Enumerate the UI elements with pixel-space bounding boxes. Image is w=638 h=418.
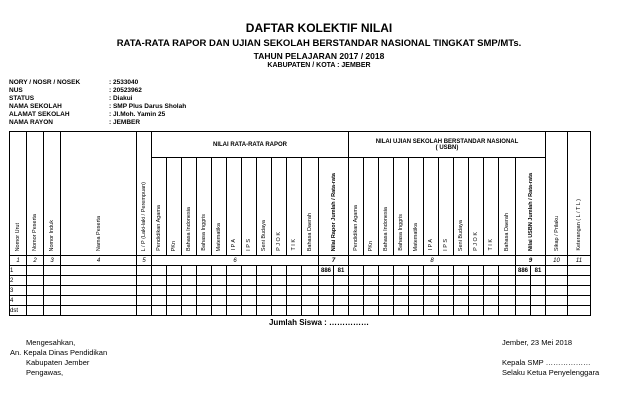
- table-row: [10, 276, 591, 286]
- rapor-score-cell: [152, 286, 167, 296]
- usbn-title: NILAI UJIAN SEKOLAH BERSTANDAR NASIONAL: [375, 138, 519, 145]
- rapor-subject-header: T I K: [287, 158, 302, 256]
- rapor-score-cell: [227, 276, 242, 286]
- table-row: [10, 286, 591, 296]
- grade-table: [9, 131, 591, 316]
- document-subtitle: RATA-RATA RAPOR DAN UJIAN SEKOLAH BERSTANDAR NASIONAL TINGKAT SMP/MTs.: [116, 38, 522, 49]
- empty-cell: [137, 276, 152, 286]
- usbn-score-cell: [454, 286, 469, 296]
- usbn-subject-header: PKn: [364, 158, 379, 256]
- usbn-score-cell: [469, 276, 484, 286]
- column-number: 8: [349, 256, 516, 266]
- rapor-score-cell: [227, 266, 242, 276]
- empty-cell: [44, 306, 61, 316]
- empty-cell: [137, 306, 152, 316]
- usbn-subject-header: I P S: [439, 158, 454, 256]
- col-header-keterangan: Keterangan ( L / T L ): [568, 132, 591, 256]
- rapor-score-cell: [152, 306, 167, 316]
- rapor-score-cell: [182, 296, 197, 306]
- usbn-score-cell: [499, 266, 516, 276]
- usbn-subject-header: P J O K: [469, 158, 484, 256]
- rapor-score-cell: [302, 276, 319, 286]
- usbn-total-header: Nilai USBN Jumlah / Rata-rata: [516, 158, 546, 256]
- rapor-score-cell: [227, 296, 242, 306]
- usbn-score-cell: [349, 296, 364, 306]
- column-number: 5: [137, 256, 152, 266]
- usbn-subject-header: Bahasa Indonesia: [379, 158, 394, 256]
- col-header-nama-peserta: Nama Peserta: [61, 132, 137, 256]
- usbn-score-cell: [439, 266, 454, 276]
- rapor-score-cell: [197, 276, 212, 286]
- rapor-score-cell: [227, 286, 242, 296]
- column-number: 4: [61, 256, 137, 266]
- empty-cell: [27, 276, 44, 286]
- usbn-subject-header: Seni Budaya: [454, 158, 469, 256]
- empty-cell: [44, 286, 61, 296]
- rapor-score-cell: [272, 296, 287, 306]
- col-header-nomor-urut: Nomor Urut: [10, 132, 27, 256]
- usbn-subject-header: T I K: [484, 158, 499, 256]
- rapor-subject-header: Bahasa Indonesia: [182, 158, 197, 256]
- usbn-subject-header: Matematika: [409, 158, 424, 256]
- usbn-score-cell: [469, 296, 484, 306]
- info-row: [9, 103, 186, 111]
- rapor-avg-cell: 81: [334, 266, 349, 276]
- column-number: 6: [152, 256, 319, 266]
- usbn-score-cell: [439, 286, 454, 296]
- usbn-score-cell: [379, 276, 394, 286]
- rapor-score-cell: [302, 306, 319, 316]
- school-year: TAHUN PELAJARAN 2017 / 2018: [253, 51, 385, 61]
- usbn-score-cell: [394, 296, 409, 306]
- rapor-score-cell: [287, 306, 302, 316]
- footer-right-line: Selaku Ketua Penyelenggara: [502, 368, 600, 377]
- empty-cell: [27, 266, 44, 276]
- empty-cell: [137, 296, 152, 306]
- row-number: 1: [10, 266, 27, 276]
- rapor-score-cell: [302, 266, 319, 276]
- col-header-nomor-induk: Nomor Induk: [44, 132, 61, 256]
- rapor-subject-header: I P A: [227, 158, 242, 256]
- footer-left-line: Mengesahkan,: [26, 338, 76, 347]
- rapor-score-cell: [182, 286, 197, 296]
- column-number: 3: [44, 256, 61, 266]
- group-header-usbn: [349, 132, 546, 158]
- rapor-score-cell: [257, 286, 272, 296]
- usbn-avg-cell: [531, 306, 546, 316]
- usbn-score-cell: [409, 266, 424, 276]
- rapor-score-cell: [257, 266, 272, 276]
- rapor-score-cell: [287, 286, 302, 296]
- keterangan-cell: [568, 286, 591, 296]
- col-header-gender: L / P (Laki-laki / Perempuan): [137, 132, 152, 256]
- rapor-score-cell: [272, 266, 287, 276]
- info-value: : Diakui: [109, 95, 133, 102]
- info-value: : 2533040: [109, 79, 139, 86]
- info-value: : SMP Plus Darus Sholah: [109, 103, 187, 110]
- info-row: [9, 95, 186, 103]
- info-label: ALAMAT SEKOLAH: [9, 111, 70, 118]
- column-number: 9: [516, 256, 546, 266]
- rapor-score-cell: [287, 266, 302, 276]
- usbn-score-cell: [424, 296, 439, 306]
- rapor-score-cell: [212, 286, 227, 296]
- usbn-score-cell: [409, 296, 424, 306]
- empty-cell: [44, 296, 61, 306]
- rapor-score-cell: [242, 276, 257, 286]
- usbn-score-cell: [439, 296, 454, 306]
- rapor-subject-header: PKn: [167, 158, 182, 256]
- usbn-score-cell: [364, 266, 379, 276]
- rapor-score-cell: [152, 276, 167, 286]
- usbn-subject-header: Bahasa Inggris: [394, 158, 409, 256]
- rapor-score-cell: [302, 286, 319, 296]
- rapor-score-cell: [167, 276, 182, 286]
- rapor-score-cell: [287, 276, 302, 286]
- info-value: : JEMBER: [109, 119, 141, 126]
- usbn-score-cell: [379, 306, 394, 316]
- keterangan-cell: [568, 296, 591, 306]
- usbn-score-cell: [499, 286, 516, 296]
- info-row: [9, 87, 186, 95]
- rapor-score-cell: [242, 306, 257, 316]
- usbn-score-cell: [394, 266, 409, 276]
- usbn-avg-cell: [531, 276, 546, 286]
- rapor-score-cell: [287, 296, 302, 306]
- usbn-score-cell: [454, 296, 469, 306]
- usbn-score-cell: [424, 276, 439, 286]
- rapor-score-cell: [242, 286, 257, 296]
- info-label: NAMA SEKOLAH: [9, 103, 62, 110]
- rapor-avg-cell: [334, 306, 349, 316]
- info-label: NUS: [9, 87, 23, 94]
- usbn-score-cell: [454, 276, 469, 286]
- info-row: [9, 79, 186, 87]
- usbn-score-cell: [469, 306, 484, 316]
- footer-left-line: Pengawas,: [26, 368, 64, 377]
- usbn-score-cell: [484, 266, 499, 276]
- info-row: [9, 119, 186, 127]
- rapor-score-cell: [242, 266, 257, 276]
- empty-cell: [61, 296, 137, 306]
- usbn-score-cell: [409, 306, 424, 316]
- rapor-score-cell: [167, 266, 182, 276]
- usbn-score-cell: [424, 286, 439, 296]
- row-number: 3: [10, 286, 27, 296]
- rapor-score-cell: [272, 286, 287, 296]
- rapor-score-cell: [152, 266, 167, 276]
- usbn-subject-header: I P A: [424, 158, 439, 256]
- rapor-score-cell: [182, 306, 197, 316]
- empty-cell: [27, 306, 44, 316]
- rapor-subject-header: Bahasa Daerah: [302, 158, 319, 256]
- rapor-subject-header: Bahasa Inggris: [197, 158, 212, 256]
- info-row: [9, 111, 186, 119]
- info-label: NORY / NOSR / NOSEK: [9, 79, 81, 86]
- usbn-score-cell: [394, 306, 409, 316]
- info-label: NAMA RAYON: [9, 119, 53, 126]
- usbn-score-cell: [454, 306, 469, 316]
- footer-right-line: Kepala SMP ………………: [502, 358, 591, 367]
- empty-cell: [27, 286, 44, 296]
- usbn-subject-header: Pendidikan Agama: [349, 158, 364, 256]
- group-header-rapor: NILAI RATA-RATA RAPOR: [152, 132, 349, 158]
- rapor-score-cell: [182, 276, 197, 286]
- rapor-sum-cell: 886: [319, 266, 334, 276]
- rapor-sum-cell: [319, 306, 334, 316]
- usbn-score-cell: [349, 266, 364, 276]
- rapor-sum-cell: [319, 276, 334, 286]
- sikap-cell: [546, 266, 568, 276]
- column-number: 2: [27, 256, 44, 266]
- rapor-subject-header: Seni Budaya: [257, 158, 272, 256]
- usbn-score-cell: [409, 276, 424, 286]
- empty-cell: [61, 306, 137, 316]
- rapor-subject-header: P J O K: [272, 158, 287, 256]
- rapor-subject-header: I P S: [242, 158, 257, 256]
- usbn-subject-header: Bahasa Daerah: [499, 158, 516, 256]
- usbn-score-cell: [379, 266, 394, 276]
- sikap-cell: [546, 276, 568, 286]
- empty-cell: [44, 276, 61, 286]
- empty-cell: [61, 276, 137, 286]
- column-number: 1: [10, 256, 27, 266]
- info-value: : Jl.Moh. Yamin 25: [109, 111, 166, 118]
- usbn-sum-cell: [516, 306, 531, 316]
- rapor-score-cell: [197, 286, 212, 296]
- column-number-row: [10, 256, 591, 266]
- school-info: [9, 79, 186, 127]
- usbn-score-cell: [469, 266, 484, 276]
- usbn-score-cell: [349, 306, 364, 316]
- rapor-avg-cell: [334, 276, 349, 286]
- usbn-sum-cell: [516, 286, 531, 296]
- rapor-score-cell: [167, 296, 182, 306]
- rapor-score-cell: [272, 276, 287, 286]
- rapor-score-cell: [242, 296, 257, 306]
- jumlah-siswa: Jumlah Siswa : ……………: [268, 318, 370, 327]
- signature-left: [10, 338, 108, 378]
- usbn-avg-cell: [531, 296, 546, 306]
- empty-cell: [137, 286, 152, 296]
- rapor-score-cell: [167, 306, 182, 316]
- empty-cell: [44, 266, 61, 276]
- usbn-score-cell: [439, 306, 454, 316]
- info-label: STATUS: [9, 95, 35, 102]
- rapor-score-cell: [257, 296, 272, 306]
- usbn-subtitle: ( USBN): [435, 144, 459, 151]
- rapor-score-cell: [257, 276, 272, 286]
- usbn-score-cell: [409, 286, 424, 296]
- rapor-sum-cell: [319, 296, 334, 306]
- document-title: DAFTAR KOLEKTIF NILAI: [245, 21, 393, 35]
- usbn-avg-cell: 81: [531, 266, 546, 276]
- usbn-score-cell: [499, 296, 516, 306]
- empty-cell: [27, 296, 44, 306]
- footer-left-line: An. Kepala Dinas Pendidikan: [10, 348, 108, 357]
- column-number: 10: [546, 256, 568, 266]
- col-header-nomor-peserta: Nomor Peserta: [27, 132, 44, 256]
- row-number: 2: [10, 276, 27, 286]
- rapor-sum-cell: [319, 286, 334, 296]
- row-number: 4: [10, 296, 27, 306]
- usbn-score-cell: [484, 286, 499, 296]
- usbn-score-cell: [424, 306, 439, 316]
- usbn-avg-cell: [531, 286, 546, 296]
- usbn-score-cell: [499, 306, 516, 316]
- empty-cell: [61, 286, 137, 296]
- rapor-score-cell: [212, 266, 227, 276]
- rapor-avg-cell: [334, 296, 349, 306]
- usbn-score-cell: [379, 286, 394, 296]
- table-row: [10, 306, 591, 316]
- sikap-cell: [546, 286, 568, 296]
- usbn-score-cell: [379, 296, 394, 306]
- row-number: dst: [10, 306, 27, 316]
- info-value: : 20523962: [109, 87, 142, 94]
- rapor-score-cell: [167, 286, 182, 296]
- rapor-score-cell: [302, 296, 319, 306]
- usbn-score-cell: [439, 276, 454, 286]
- sikap-cell: [546, 306, 568, 316]
- usbn-score-cell: [349, 276, 364, 286]
- usbn-score-cell: [364, 276, 379, 286]
- rapor-score-cell: [152, 296, 167, 306]
- usbn-score-cell: [364, 296, 379, 306]
- usbn-score-cell: [469, 286, 484, 296]
- usbn-score-cell: [364, 286, 379, 296]
- empty-cell: [137, 266, 152, 276]
- usbn-score-cell: [394, 276, 409, 286]
- rapor-score-cell: [212, 296, 227, 306]
- usbn-score-cell: [499, 276, 516, 286]
- usbn-score-cell: [484, 296, 499, 306]
- rapor-total-header: Nilai Rapor Jumlah / Rata-rata: [319, 158, 349, 256]
- column-number: 11: [568, 256, 591, 266]
- rapor-subject-header: Pendidikan Agama: [152, 158, 167, 256]
- footer-right-line: Jember, 23 Mei 2018: [502, 338, 573, 347]
- usbn-sum-cell: [516, 296, 531, 306]
- empty-cell: [61, 266, 137, 276]
- rapor-score-cell: [257, 306, 272, 316]
- footer-left-line: Kabupaten Jember: [26, 358, 90, 367]
- table-row: [10, 266, 591, 276]
- rapor-score-cell: [182, 266, 197, 276]
- column-number: 7: [319, 256, 349, 266]
- usbn-score-cell: [484, 306, 499, 316]
- keterangan-cell: [568, 276, 591, 286]
- rapor-score-cell: [212, 306, 227, 316]
- usbn-sum-cell: 886: [516, 266, 531, 276]
- usbn-score-cell: [349, 286, 364, 296]
- signature-right: [502, 338, 599, 378]
- rapor-score-cell: [197, 306, 212, 316]
- sikap-cell: [546, 296, 568, 306]
- rapor-score-cell: [197, 266, 212, 276]
- col-header-sikap: Sikap / Prilaku: [546, 132, 568, 256]
- usbn-score-cell: [394, 286, 409, 296]
- usbn-score-cell: [424, 266, 439, 276]
- usbn-score-cell: [364, 306, 379, 316]
- rapor-score-cell: [197, 296, 212, 306]
- rapor-subject-header: Matematika: [212, 158, 227, 256]
- rapor-score-cell: [227, 306, 242, 316]
- rapor-score-cell: [272, 306, 287, 316]
- usbn-score-cell: [454, 266, 469, 276]
- usbn-sum-cell: [516, 276, 531, 286]
- rapor-score-cell: [212, 276, 227, 286]
- rapor-avg-cell: [334, 286, 349, 296]
- region-label: KABUPATEN / KOTA : JEMBER: [267, 62, 371, 69]
- keterangan-cell: [568, 306, 591, 316]
- keterangan-cell: [568, 266, 591, 276]
- usbn-score-cell: [484, 276, 499, 286]
- table-row: [10, 296, 591, 306]
